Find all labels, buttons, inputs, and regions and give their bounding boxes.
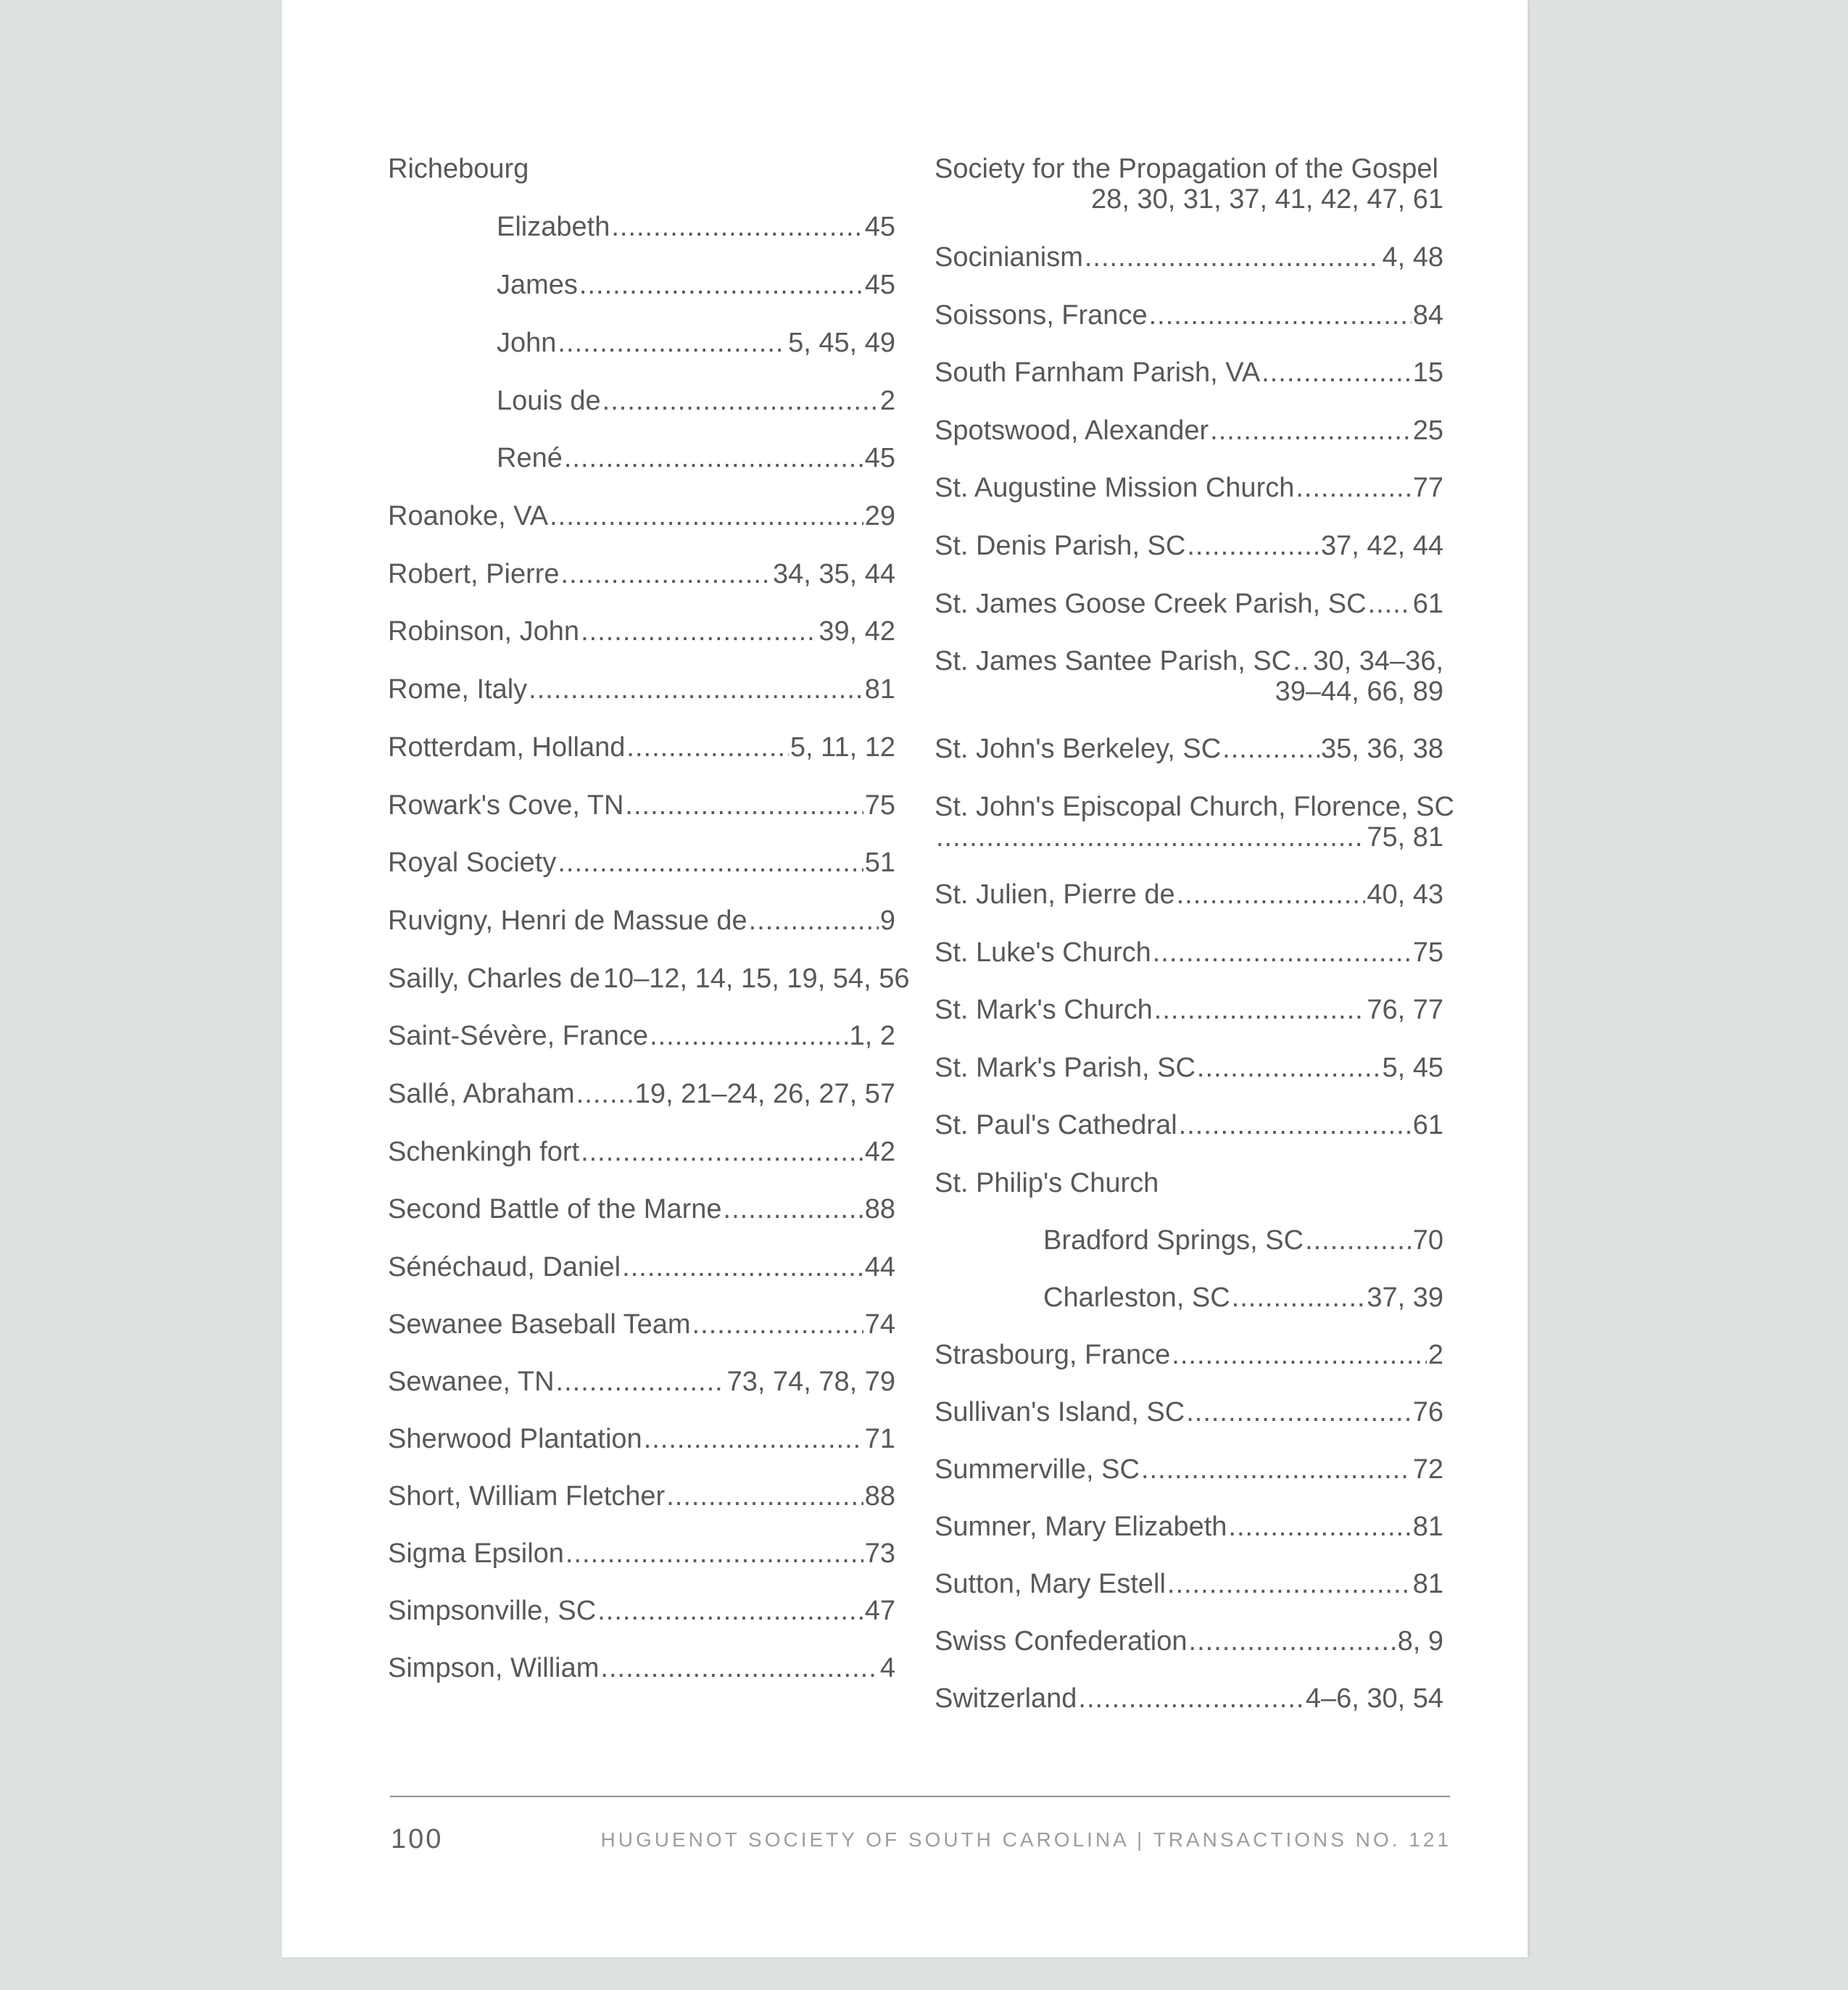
dot-leader [1197, 1053, 1381, 1083]
index-pages: 9 [879, 905, 895, 936]
index-term: Spotswood, Alexander [935, 415, 1209, 446]
index-entry [935, 1512, 1443, 1542]
index-entry [935, 646, 1443, 707]
index-pages: 5, 45, 49 [788, 328, 895, 358]
dot-leader [1293, 646, 1312, 676]
index-term: Sutton, Mary Estell [935, 1569, 1166, 1599]
index-pages: 5, 45 [1382, 1053, 1443, 1083]
index-heading-st-philips [935, 1168, 1443, 1198]
dot-leader [644, 1424, 863, 1454]
index-pages: 76 [1412, 1397, 1443, 1427]
index-pages: 51 [864, 847, 895, 878]
index-entry [935, 415, 1443, 446]
index-term: Rotterdam, Holland [388, 732, 626, 763]
dot-leader [576, 1079, 634, 1109]
index-heading-richebourg [388, 154, 895, 184]
dot-leader [550, 501, 863, 531]
dot-leader [611, 212, 863, 242]
dot-leader [1141, 1454, 1412, 1485]
index-subentry [935, 1282, 1443, 1313]
dot-leader [1232, 1282, 1366, 1313]
index-pages: 47 [864, 1596, 895, 1626]
index-pages: 84 [1412, 300, 1443, 331]
index-entry [388, 674, 895, 705]
dot-leader [558, 328, 787, 358]
dot-leader [936, 822, 1365, 853]
index-entry [388, 1252, 895, 1282]
index-term: Richebourg [388, 154, 529, 184]
index-entry [935, 300, 1443, 331]
index-entry [935, 792, 1454, 853]
index-term: Simpsonville, SC [388, 1596, 597, 1626]
index-pages: 75, 81 [1367, 822, 1443, 853]
dot-leader [558, 847, 863, 878]
dot-leader [597, 1596, 863, 1626]
index-pages: 30, 34–36, [1313, 646, 1443, 676]
index-pages: 44 [864, 1252, 895, 1282]
index-entry [388, 1596, 895, 1626]
index-term: Charleston, SC [1043, 1282, 1230, 1313]
index-term: Saint-Sévère, France [388, 1021, 649, 1051]
index-term: Sewanee, TN [388, 1367, 555, 1397]
dot-leader [1153, 937, 1412, 968]
index-term: St. Luke's Church [935, 937, 1151, 968]
index-entry [388, 963, 910, 994]
index-pages: 77 [1412, 473, 1443, 503]
dot-leader [622, 1252, 863, 1282]
index-term: James [497, 270, 578, 300]
index-term: Louis de [497, 386, 601, 416]
index-pages: 5, 11, 12 [790, 732, 895, 763]
index-entry [935, 937, 1443, 968]
index-entry [935, 1626, 1443, 1657]
running-footer: HUGUENOT SOCIETY OF SOUTH CAROLINA | TRANSACTIONS NO. 121 [600, 1828, 1451, 1851]
index-entry [388, 1194, 895, 1224]
dot-leader [1305, 1225, 1412, 1256]
dot-leader [692, 1309, 863, 1340]
index-entry [935, 1110, 1443, 1140]
index-entry [388, 559, 895, 589]
index-entry [388, 1481, 895, 1512]
index-term: Short, William Fletcher [388, 1481, 666, 1512]
index-entry [388, 501, 895, 531]
index-entry [935, 1053, 1443, 1083]
dot-leader [666, 1481, 863, 1512]
page-number: 100 [391, 1824, 444, 1854]
dot-leader [1187, 531, 1319, 561]
index-pages: 2 [1428, 1340, 1443, 1370]
dot-leader [1177, 879, 1366, 910]
dot-leader [565, 1538, 863, 1569]
index-subentry [388, 386, 895, 416]
index-pages: 40, 43 [1367, 879, 1443, 910]
index-entry [388, 1424, 895, 1454]
index-subentry [388, 270, 895, 300]
dot-leader [650, 1021, 848, 1051]
index-term: Robinson, John [388, 616, 580, 647]
index-entry [935, 1397, 1443, 1427]
dot-leader [1078, 1683, 1304, 1714]
index-pages: 73 [864, 1538, 895, 1569]
index-pages: 74 [864, 1309, 895, 1340]
index-term: Sallé, Abraham [388, 1079, 575, 1109]
index-term: Schenkingh fort [388, 1137, 580, 1167]
dot-leader [529, 674, 863, 705]
index-pages: 61 [1412, 1110, 1443, 1140]
index-pages: 81 [1412, 1569, 1443, 1599]
index-entry [388, 847, 895, 878]
dot-leader [1210, 415, 1412, 446]
index-subentry [388, 212, 895, 242]
index-pages-continued: 39–44, 66, 89 [1275, 676, 1443, 707]
dot-leader [1296, 473, 1411, 503]
index-term: St. James Goose Creek Parish, SC [935, 589, 1367, 619]
index-pages: 75 [864, 790, 895, 821]
index-term: Royal Society [388, 847, 557, 878]
dot-leader [1261, 357, 1412, 388]
index-term: Sailly, Charles de [388, 963, 600, 994]
index-pages: 70 [1412, 1225, 1443, 1256]
index-term: St. Philip's Church [935, 1168, 1159, 1198]
index-term: René [497, 443, 563, 473]
dot-leader [1368, 589, 1412, 619]
index-subentry [388, 443, 895, 473]
index-pages: 76, 77 [1367, 995, 1443, 1025]
index-term: Sullivan's Island, SC [935, 1397, 1185, 1427]
index-entry [935, 531, 1443, 561]
index-pages: 28, 30, 31, 37, 41, 42, 47, 61 [1091, 184, 1443, 215]
index-term: John [497, 328, 557, 358]
dot-leader [1172, 1340, 1427, 1370]
index-term: Sewanee Baseball Team [388, 1309, 691, 1340]
index-pages: 25 [1412, 415, 1443, 446]
index-entry [388, 616, 895, 647]
index-entry [935, 1340, 1443, 1370]
index-pages: 37, 42, 44 [1320, 531, 1443, 561]
dot-leader [581, 616, 817, 647]
index-pages: 45 [864, 212, 895, 242]
dot-leader [1179, 1110, 1412, 1140]
index-entry [388, 1021, 895, 1051]
dot-leader [600, 1653, 878, 1683]
dot-leader [561, 559, 771, 589]
dot-leader [579, 270, 863, 300]
index-pages: 2 [879, 386, 895, 416]
index-entry [935, 734, 1443, 764]
index-entry [935, 995, 1443, 1025]
index-pages: 45 [864, 443, 895, 473]
index-entry [935, 154, 1443, 215]
dot-leader [581, 1137, 863, 1167]
index-pages: 4–6, 30, 54 [1305, 1683, 1443, 1714]
index-term: Sigma Epsilon [388, 1538, 564, 1569]
index-pages: 88 [864, 1481, 895, 1512]
index-term: St. John's Berkeley, SC [935, 734, 1222, 764]
index-term: Soissons, France [935, 300, 1148, 331]
index-term: Society for the Propagation of the Gospel [935, 154, 1438, 184]
index-term: Socinianism [935, 242, 1083, 273]
index-pages: 81 [864, 674, 895, 705]
dot-leader [1189, 1626, 1396, 1657]
index-entry [935, 1454, 1443, 1485]
index-entry [388, 790, 895, 821]
index-term: St. Augustine Mission Church [935, 473, 1295, 503]
index-pages: 19, 21–24, 26, 27, 57 [634, 1079, 895, 1109]
index-pages: 37, 39 [1367, 1282, 1443, 1313]
dot-leader [724, 1194, 863, 1224]
index-term: Summerville, SC [935, 1454, 1140, 1485]
index-term: Roanoke, VA [388, 501, 549, 531]
dot-leader [1167, 1569, 1412, 1599]
index-entry [388, 1653, 895, 1683]
index-pages: 81 [1412, 1512, 1443, 1542]
index-term: Bradford Springs, SC [1043, 1225, 1304, 1256]
index-term: St. Mark's Parish, SC [935, 1053, 1196, 1083]
index-term: Sénéchaud, Daniel [388, 1252, 621, 1282]
index-pages: 45 [864, 270, 895, 300]
index-pages: 39, 42 [819, 616, 895, 647]
index-entry [388, 905, 895, 936]
index-pages: 42 [864, 1137, 895, 1167]
index-entry [935, 589, 1443, 619]
index-entry [388, 732, 895, 763]
index-term: Sumner, Mary Elizabeth [935, 1512, 1227, 1542]
dot-leader [1186, 1397, 1412, 1427]
index-entry [935, 357, 1443, 388]
index-pages: 29 [864, 501, 895, 531]
index-entry [388, 1309, 895, 1340]
index-subentry [388, 328, 895, 358]
index-subentry [935, 1225, 1443, 1256]
index-pages: 75 [1412, 937, 1443, 968]
index-pages: 8, 9 [1397, 1626, 1443, 1657]
dot-leader [625, 790, 863, 821]
index-term: St. Paul's Cathedral [935, 1110, 1177, 1140]
index-term: Sherwood Plantation [388, 1424, 642, 1454]
index-entry [935, 473, 1443, 503]
dot-leader [1149, 300, 1412, 331]
index-term: Ruvigny, Henri de Massue de [388, 905, 747, 936]
dot-leader [1085, 242, 1381, 273]
index-pages: 15 [1412, 357, 1443, 388]
index-pages: 1, 2 [849, 1021, 895, 1051]
footer-divider [390, 1796, 1450, 1797]
index-entry [388, 1079, 895, 1109]
index-entry [935, 1683, 1443, 1714]
dot-leader [1228, 1512, 1411, 1542]
index-term: South Farnham Parish, VA [935, 357, 1261, 388]
dot-leader [1154, 995, 1366, 1025]
index-pages: 88 [864, 1194, 895, 1224]
index-entry [388, 1538, 895, 1569]
index-pages: 72 [1412, 1454, 1443, 1485]
index-term: Swiss Confederation [935, 1626, 1188, 1657]
index-term: St. James Santee Parish, SC [935, 646, 1292, 676]
index-term: Switzerland [935, 1683, 1077, 1714]
dot-leader [1222, 734, 1319, 764]
index-pages: 71 [864, 1424, 895, 1454]
dot-leader [602, 386, 879, 416]
index-term: Simpson, William [388, 1653, 600, 1683]
index-pages: 10–12, 14, 15, 19, 54, 56 [602, 963, 910, 994]
index-term: Rowark's Cove, TN [388, 790, 624, 821]
dot-leader [556, 1367, 726, 1397]
index-pages: 73, 74, 78, 79 [726, 1367, 895, 1397]
index-pages: 35, 36, 38 [1320, 734, 1443, 764]
dot-leader [749, 905, 879, 936]
index-pages: 4, 48 [1382, 242, 1443, 273]
index-term: St. Mark's Church [935, 995, 1153, 1025]
index-term: Strasbourg, France [935, 1340, 1171, 1370]
index-term: Elizabeth [497, 212, 610, 242]
index-page [282, 0, 1528, 1957]
index-term: Robert, Pierre [388, 559, 560, 589]
index-pages: 4 [879, 1653, 895, 1683]
dot-leader [626, 732, 789, 763]
index-pages: 34, 35, 44 [772, 559, 895, 589]
index-pages: 61 [1412, 589, 1443, 619]
dot-leader [564, 443, 863, 473]
index-term: Rome, Italy [388, 674, 528, 705]
index-entry [388, 1367, 895, 1397]
index-entry [935, 879, 1443, 910]
index-entry [935, 1569, 1443, 1599]
index-term: St. Denis Parish, SC [935, 531, 1186, 561]
index-term: Second Battle of the Marne [388, 1194, 722, 1224]
index-entry [935, 242, 1443, 273]
index-entry [388, 1137, 895, 1167]
index-term: St. Julien, Pierre de [935, 879, 1175, 910]
index-term: St. John's Episcopal Church, Florence, SC [935, 792, 1454, 822]
